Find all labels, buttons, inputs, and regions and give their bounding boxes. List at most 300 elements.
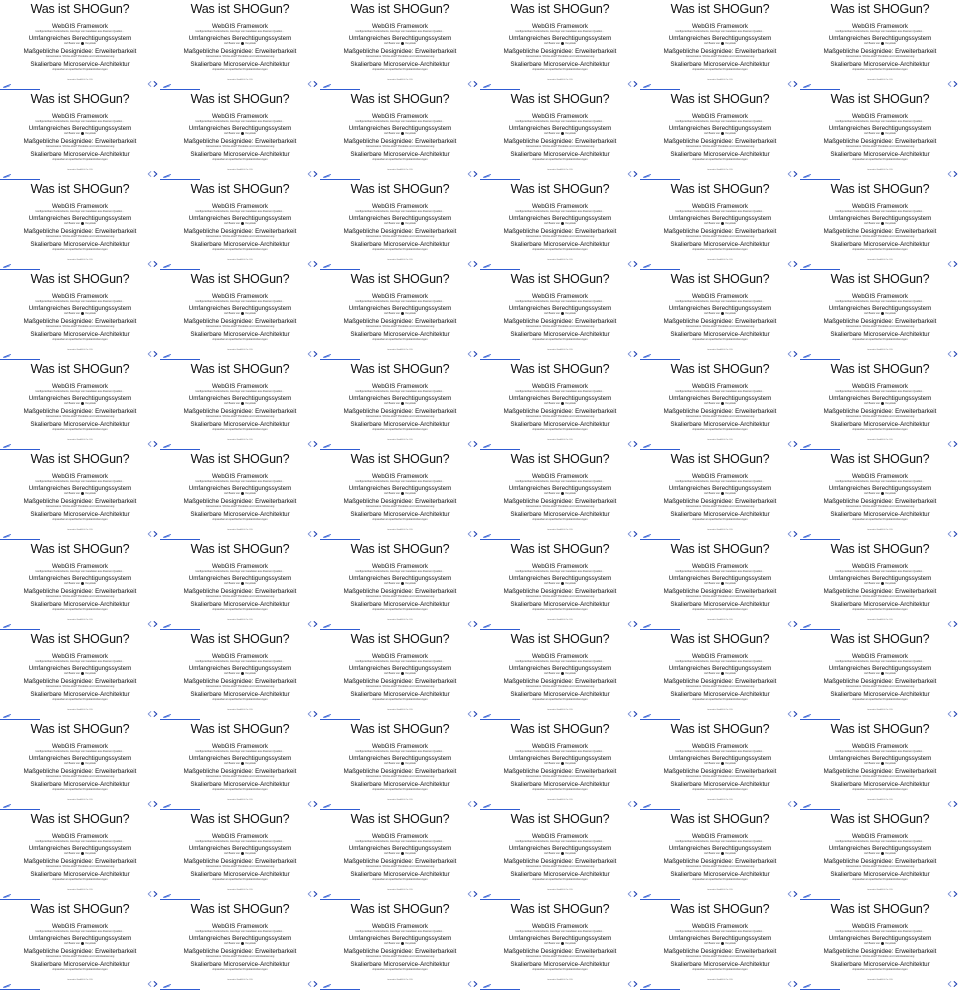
feature-subtitle: konfigurierbare Kartenclients, Auszüge von Geodaten aus diversen Quellen...: [675, 930, 765, 933]
chevron-right-icon[interactable]: [793, 981, 798, 987]
slide-thumbnail[interactable]: [320, 450, 480, 540]
chevron-left-icon[interactable]: [147, 81, 152, 87]
keycloak-link[interactable]: Keycloak: [85, 672, 96, 676]
slide-thumbnail[interactable]: [800, 0, 960, 90]
chevron-left-icon[interactable]: [787, 531, 792, 537]
keycloak-link[interactable]: Keycloak: [405, 132, 416, 136]
chevron-right-icon[interactable]: [153, 981, 158, 987]
chevron-left-icon[interactable]: [787, 891, 792, 897]
feature-subtitle: konfigurierbare Kartenclients, Auszüge von Geodaten aus diversen Quellen...: [355, 570, 445, 573]
feature-subtitle: [320, 942, 480, 945]
slide-thumbnail[interactable]: [640, 540, 800, 630]
keycloak-link[interactable]: Keycloak: [885, 672, 896, 676]
keycloak-link[interactable]: Keycloak: [885, 312, 896, 316]
chevron-left-icon[interactable]: [147, 171, 152, 177]
slide-thumbnail[interactable]: [320, 630, 480, 720]
chevron-left-icon[interactable]: [627, 81, 632, 87]
chevron-left-icon[interactable]: [627, 441, 632, 447]
slide-thumbnail[interactable]: [480, 810, 640, 900]
keycloak-link[interactable]: Keycloak: [405, 402, 416, 406]
chevron-right-icon[interactable]: [473, 621, 478, 627]
chevron-left-icon[interactable]: [947, 81, 952, 87]
chevron-left-icon[interactable]: [147, 531, 152, 537]
chevron-right-icon[interactable]: [313, 351, 318, 357]
slide-thumbnail[interactable]: [640, 900, 800, 990]
chevron-left-icon[interactable]: [147, 621, 152, 627]
feature-title: Umfangreiches Berechtigungssystem: [668, 845, 772, 852]
chevron-right-icon[interactable]: [633, 711, 638, 717]
keycloak-link[interactable]: Keycloak: [885, 582, 896, 586]
slide-thumbnail[interactable]: [0, 90, 160, 180]
chevron-left-icon[interactable]: [467, 801, 472, 807]
chevron-right-icon[interactable]: [793, 801, 798, 807]
keycloak-link[interactable]: Keycloak: [725, 312, 736, 316]
keycloak-link[interactable]: Keycloak: [85, 582, 96, 586]
keycloak-link[interactable]: Keycloak: [85, 492, 96, 496]
slide-thumbnail[interactable]: [0, 900, 160, 990]
chevron-right-icon[interactable]: [633, 891, 638, 897]
feature-title: Skalierbare Microservice-Architektur: [190, 151, 290, 158]
chevron-left-icon[interactable]: [307, 261, 312, 267]
keycloak-link[interactable]: Keycloak: [245, 42, 256, 46]
keycloak-link[interactable]: Keycloak: [405, 762, 416, 766]
keycloak-link[interactable]: Keycloak: [85, 42, 96, 46]
keycloak-link[interactable]: Keycloak: [245, 222, 256, 226]
slide-thumbnail[interactable]: [480, 270, 640, 360]
chevron-right-icon[interactable]: [313, 171, 318, 177]
chevron-right-icon[interactable]: [473, 981, 478, 987]
chevron-left-icon[interactable]: [147, 711, 152, 717]
chevron-left-icon[interactable]: [947, 171, 952, 177]
keycloak-link[interactable]: Keycloak: [725, 762, 736, 766]
slide-thumbnail[interactable]: [0, 360, 160, 450]
keycloak-link[interactable]: Keycloak: [725, 852, 736, 856]
keycloak-link[interactable]: Keycloak: [405, 492, 416, 496]
keycloak-link[interactable]: Keycloak: [245, 942, 256, 946]
chevron-right-icon[interactable]: [153, 621, 158, 627]
chevron-left-icon[interactable]: [787, 171, 792, 177]
slide-thumbnail[interactable]: [320, 90, 480, 180]
feature-subtitle: konfigurierbare Kartenclients, Auszüge von Geodaten aus diversen Quellen...: [675, 210, 765, 213]
chevron-right-icon[interactable]: [313, 81, 318, 87]
slide-thumbnail[interactable]: [640, 180, 800, 270]
chevron-right-icon[interactable]: [153, 261, 158, 267]
chevron-left-icon[interactable]: [467, 351, 472, 357]
keycloak-link[interactable]: Keycloak: [85, 312, 96, 316]
chevron-left-icon[interactable]: [467, 441, 472, 447]
slide-title: Was ist SHOGun?: [830, 272, 930, 286]
chevron-right-icon[interactable]: [313, 621, 318, 627]
slide-thumbnail[interactable]: [800, 810, 960, 900]
feature-title: Skalierbare Microservice-Architektur: [350, 511, 450, 518]
keycloak-link[interactable]: Keycloak: [725, 132, 736, 136]
chevron-left-icon[interactable]: [147, 891, 152, 897]
slide-thumbnail[interactable]: [160, 900, 320, 990]
feature-extensibility: [320, 948, 480, 958]
slide-thumbnail[interactable]: [480, 900, 640, 990]
feature-title: WebGIS Framework: [372, 653, 428, 660]
slide-thumbnail[interactable]: [160, 90, 320, 180]
keycloak-link[interactable]: Keycloak: [405, 222, 416, 226]
keycloak-link[interactable]: Keycloak: [85, 132, 96, 136]
keycloak-link[interactable]: Keycloak: [85, 402, 96, 406]
chevron-right-icon[interactable]: [633, 171, 638, 177]
feature-subtitle: [480, 582, 640, 585]
chevron-right-icon[interactable]: [793, 891, 798, 897]
slide-thumbnail[interactable]: [320, 810, 480, 900]
chevron-right-icon[interactable]: [473, 801, 478, 807]
keycloak-link[interactable]: Keycloak: [725, 942, 736, 946]
keycloak-link[interactable]: Keycloak: [885, 492, 896, 496]
keycloak-link[interactable]: Keycloak: [245, 402, 256, 406]
chevron-right-icon[interactable]: [793, 81, 798, 87]
chevron-right-icon[interactable]: [473, 351, 478, 357]
slide-thumbnail[interactable]: [320, 0, 480, 90]
chevron-left-icon[interactable]: [307, 711, 312, 717]
slide-thumbnail[interactable]: [640, 450, 800, 540]
slide-thumbnail[interactable]: [0, 630, 160, 720]
keycloak-link[interactable]: Keycloak: [885, 402, 896, 406]
keycloak-link[interactable]: Keycloak: [885, 852, 896, 856]
slide-thumbnail[interactable]: [480, 450, 640, 540]
feature-subtitle: Anpassbar an spezifische Projektanforderungen: [52, 428, 108, 431]
keycloak-link[interactable]: Keycloak: [565, 312, 576, 316]
chevron-left-icon[interactable]: [947, 711, 952, 717]
chevron-left-icon[interactable]: [307, 351, 312, 357]
slide-title: Was ist SHOGun?: [830, 92, 930, 106]
chevron-right-icon[interactable]: [153, 441, 158, 447]
slide-title: Was ist SHOGun?: [30, 812, 130, 826]
chevron-right-icon[interactable]: [473, 441, 478, 447]
keycloak-link[interactable]: Keycloak: [725, 492, 736, 496]
chevron-left-icon[interactable]: [787, 351, 792, 357]
chevron-left-icon[interactable]: [147, 801, 152, 807]
chevron-left-icon[interactable]: [947, 801, 952, 807]
keycloak-link[interactable]: Keycloak: [405, 42, 416, 46]
slide-footer: terrestris GmbH & Co. KG: [227, 619, 253, 621]
slide-thumbnail[interactable]: [800, 630, 960, 720]
slide-thumbnail[interactable]: [0, 810, 160, 900]
chevron-left-icon[interactable]: [307, 891, 312, 897]
chevron-right-icon[interactable]: [633, 261, 638, 267]
slide-thumbnail[interactable]: [160, 540, 320, 630]
keycloak-link[interactable]: Keycloak: [565, 222, 576, 226]
chevron-left-icon[interactable]: [627, 351, 632, 357]
slide-thumbnail[interactable]: [160, 720, 320, 810]
feature-webgis: [480, 383, 640, 393]
chevron-left-icon[interactable]: [947, 441, 952, 447]
chevron-left-icon[interactable]: [147, 441, 152, 447]
chevron-right-icon[interactable]: [633, 351, 638, 357]
feature-microservices: [480, 61, 640, 71]
chevron-left-icon[interactable]: [787, 261, 792, 267]
feature-microservices: [640, 601, 800, 611]
slide-thumbnail[interactable]: [320, 720, 480, 810]
chevron-right-icon[interactable]: [473, 891, 478, 897]
chevron-right-icon[interactable]: [153, 81, 158, 87]
slide-thumbnail[interactable]: [640, 90, 800, 180]
slide-thumbnail[interactable]: [160, 810, 320, 900]
chevron-left-icon[interactable]: [627, 171, 632, 177]
keycloak-link[interactable]: Keycloak: [85, 762, 96, 766]
chevron-right-icon[interactable]: [953, 441, 958, 447]
slide-thumbnail[interactable]: [480, 360, 640, 450]
slide-thumbnail[interactable]: [320, 900, 480, 990]
slide-thumbnail[interactable]: [800, 360, 960, 450]
keycloak-link[interactable]: Keycloak: [405, 312, 416, 316]
slide-thumbnail[interactable]: [800, 900, 960, 990]
chevron-right-icon[interactable]: [153, 801, 158, 807]
feature-subtitle: Gemeinsame "off-the-shelf" Produkte und Individualisierung: [45, 595, 115, 598]
keycloak-link[interactable]: Keycloak: [245, 492, 256, 496]
chevron-right-icon[interactable]: [953, 351, 958, 357]
chevron-left-icon[interactable]: [947, 351, 952, 357]
slide-thumbnail[interactable]: [640, 270, 800, 360]
chevron-right-icon[interactable]: [953, 81, 958, 87]
slide-thumbnail[interactable]: [0, 0, 160, 90]
slide-thumbnail[interactable]: [320, 360, 480, 450]
chevron-left-icon[interactable]: [467, 261, 472, 267]
slide-thumbnail[interactable]: [800, 720, 960, 810]
slide-thumbnail[interactable]: [160, 270, 320, 360]
keycloak-link[interactable]: Keycloak: [85, 852, 96, 856]
chevron-right-icon[interactable]: [153, 351, 158, 357]
keycloak-link[interactable]: Keycloak: [725, 402, 736, 406]
chevron-left-icon[interactable]: [467, 891, 472, 897]
slide-thumbnail[interactable]: [320, 180, 480, 270]
chevron-left-icon[interactable]: [467, 171, 472, 177]
chevron-right-icon[interactable]: [633, 981, 638, 987]
keycloak-link[interactable]: Keycloak: [245, 132, 256, 136]
feature-subtitle-prefix: Auf Basis von: [864, 852, 880, 856]
keycloak-link[interactable]: Keycloak: [565, 672, 576, 676]
chevron-right-icon[interactable]: [153, 531, 158, 537]
chevron-left-icon[interactable]: [467, 531, 472, 537]
feature-permissions: [320, 125, 480, 135]
keycloak-link[interactable]: Keycloak: [405, 942, 416, 946]
keycloak-link[interactable]: Keycloak: [405, 582, 416, 586]
keycloak-link[interactable]: Keycloak: [885, 942, 896, 946]
slide-thumbnail[interactable]: [160, 630, 320, 720]
chevron-left-icon[interactable]: [467, 81, 472, 87]
chevron-left-icon[interactable]: [307, 531, 312, 537]
chevron-left-icon[interactable]: [307, 981, 312, 987]
chevron-left-icon[interactable]: [307, 81, 312, 87]
keycloak-link[interactable]: Keycloak: [405, 672, 416, 676]
keycloak-link[interactable]: Keycloak: [725, 222, 736, 226]
chevron-right-icon[interactable]: [313, 801, 318, 807]
keycloak-link[interactable]: Keycloak: [565, 402, 576, 406]
slide-thumbnail[interactable]: [320, 540, 480, 630]
chevron-right-icon[interactable]: [633, 531, 638, 537]
chevron-right-icon[interactable]: [953, 801, 958, 807]
keycloak-link[interactable]: Keycloak: [725, 42, 736, 46]
chevron-left-icon[interactable]: [787, 441, 792, 447]
chevron-left-icon[interactable]: [467, 621, 472, 627]
slide-thumbnail[interactable]: [480, 90, 640, 180]
chevron-right-icon[interactable]: [153, 891, 158, 897]
keycloak-link[interactable]: Keycloak: [885, 42, 896, 46]
chevron-left-icon[interactable]: [787, 621, 792, 627]
chevron-left-icon[interactable]: [467, 981, 472, 987]
chevron-right-icon[interactable]: [953, 891, 958, 897]
feature-subtitle-prefix: Auf Basis von: [224, 942, 240, 946]
chevron-right-icon[interactable]: [633, 441, 638, 447]
keycloak-link[interactable]: Keycloak: [565, 582, 576, 586]
chevron-right-icon[interactable]: [313, 981, 318, 987]
feature-subtitle: konfigurierbare Kartenclients, Auszüge von Geodaten aus diversen Quellen...: [515, 840, 605, 843]
keycloak-link[interactable]: Keycloak: [725, 582, 736, 586]
chevron-right-icon[interactable]: [473, 171, 478, 177]
slide-thumbnail[interactable]: [800, 450, 960, 540]
slide-thumbnail[interactable]: [800, 540, 960, 630]
slide-thumbnail[interactable]: [0, 720, 160, 810]
slide-thumbnail[interactable]: [0, 450, 160, 540]
keycloak-link[interactable]: Keycloak: [565, 852, 576, 856]
slide-thumbnail[interactable]: [480, 540, 640, 630]
chevron-left-icon[interactable]: [947, 531, 952, 537]
slide-thumbnail[interactable]: [480, 180, 640, 270]
keycloak-link[interactable]: Keycloak: [885, 132, 896, 136]
slide-thumbnail[interactable]: [0, 270, 160, 360]
chevron-right-icon[interactable]: [793, 621, 798, 627]
chevron-left-icon[interactable]: [787, 81, 792, 87]
slide-thumbnail[interactable]: [800, 270, 960, 360]
chevron-right-icon[interactable]: [793, 441, 798, 447]
chevron-left-icon[interactable]: [147, 981, 152, 987]
chevron-right-icon[interactable]: [633, 801, 638, 807]
feature-microservices: [800, 61, 960, 71]
chevron-right-icon[interactable]: [313, 531, 318, 537]
keycloak-link[interactable]: Keycloak: [565, 132, 576, 136]
chevron-right-icon[interactable]: [313, 261, 318, 267]
chevron-left-icon[interactable]: [627, 801, 632, 807]
chevron-left-icon[interactable]: [947, 621, 952, 627]
chevron-right-icon[interactable]: [633, 621, 638, 627]
keycloak-link[interactable]: Keycloak: [725, 672, 736, 676]
chevron-left-icon[interactable]: [627, 981, 632, 987]
chevron-left-icon[interactable]: [147, 261, 152, 267]
chevron-right-icon[interactable]: [793, 351, 798, 357]
chevron-left-icon[interactable]: [627, 621, 632, 627]
chevron-right-icon[interactable]: [313, 891, 318, 897]
keycloak-link[interactable]: Keycloak: [565, 492, 576, 496]
chevron-left-icon[interactable]: [947, 981, 952, 987]
slide-thumbnail[interactable]: [800, 90, 960, 180]
slide-thumbnail[interactable]: [640, 630, 800, 720]
slide-thumbnail[interactable]: [160, 0, 320, 90]
chevron-right-icon[interactable]: [473, 81, 478, 87]
keycloak-link[interactable]: Keycloak: [885, 762, 896, 766]
chevron-right-icon[interactable]: [793, 261, 798, 267]
chevron-right-icon[interactable]: [153, 171, 158, 177]
chevron-right-icon[interactable]: [953, 531, 958, 537]
slide-thumbnail[interactable]: [0, 180, 160, 270]
keycloak-link[interactable]: Keycloak: [245, 582, 256, 586]
chevron-left-icon[interactable]: [627, 711, 632, 717]
chevron-right-icon[interactable]: [793, 711, 798, 717]
chevron-right-icon[interactable]: [313, 441, 318, 447]
slide-thumbnail[interactable]: [480, 0, 640, 90]
chevron-left-icon[interactable]: [627, 531, 632, 537]
chevron-left-icon[interactable]: [787, 801, 792, 807]
chevron-left-icon[interactable]: [627, 261, 632, 267]
feature-subtitle: konfigurierbare Kartenclients, Auszüge von Geodaten aus diversen Quellen...: [35, 390, 125, 393]
chevron-right-icon[interactable]: [633, 81, 638, 87]
slide-thumbnail[interactable]: [0, 540, 160, 630]
feature-subtitle: [480, 672, 640, 675]
chevron-left-icon[interactable]: [947, 891, 952, 897]
slide-thumbnail[interactable]: [160, 450, 320, 540]
chevron-right-icon[interactable]: [953, 711, 958, 717]
feature-extensibility: [0, 948, 160, 958]
keycloak-link[interactable]: Keycloak: [245, 672, 256, 676]
chevron-right-icon[interactable]: [953, 261, 958, 267]
feature-title: Maßgebliche Designidee: Erweiterbarkeit: [23, 408, 137, 415]
chevron-left-icon[interactable]: [307, 441, 312, 447]
chevron-left-icon[interactable]: [307, 801, 312, 807]
chevron-left-icon[interactable]: [947, 261, 952, 267]
chevron-right-icon[interactable]: [793, 531, 798, 537]
slide-thumbnail[interactable]: [640, 360, 800, 450]
slide-thumbnail[interactable]: [320, 270, 480, 360]
slide-thumbnail[interactable]: [640, 0, 800, 90]
github-icon: [721, 402, 724, 405]
slide-thumbnail[interactable]: [480, 630, 640, 720]
slide-thumbnail[interactable]: [640, 810, 800, 900]
chevron-right-icon[interactable]: [473, 711, 478, 717]
chevron-right-icon[interactable]: [153, 711, 158, 717]
feature-microservices: [640, 241, 800, 251]
github-icon: [241, 222, 244, 225]
slide-thumbnail[interactable]: [480, 720, 640, 810]
chevron-left-icon[interactable]: [467, 711, 472, 717]
chevron-left-icon[interactable]: [307, 621, 312, 627]
chevron-left-icon[interactable]: [787, 981, 792, 987]
keycloak-link[interactable]: Keycloak: [565, 942, 576, 946]
slide-footer: terrestris GmbH & Co. KG: [227, 79, 253, 81]
chevron-left-icon[interactable]: [787, 711, 792, 717]
keycloak-link[interactable]: Keycloak: [85, 222, 96, 226]
chevron-right-icon[interactable]: [953, 981, 958, 987]
keycloak-link[interactable]: Keycloak: [565, 42, 576, 46]
chevron-right-icon[interactable]: [953, 171, 958, 177]
slide-thumbnail[interactable]: [160, 360, 320, 450]
feature-subtitle: [0, 492, 160, 495]
chevron-left-icon[interactable]: [147, 351, 152, 357]
chevron-left-icon[interactable]: [627, 891, 632, 897]
feature-microservices: [160, 871, 320, 881]
keycloak-link[interactable]: Keycloak: [85, 942, 96, 946]
feature-webgis: [640, 203, 800, 213]
chevron-left-icon[interactable]: [307, 171, 312, 177]
keycloak-link[interactable]: Keycloak: [565, 762, 576, 766]
keycloak-link[interactable]: Keycloak: [245, 312, 256, 316]
chevron-right-icon[interactable]: [313, 711, 318, 717]
keycloak-link[interactable]: Keycloak: [245, 762, 256, 766]
keycloak-link[interactable]: Keycloak: [245, 852, 256, 856]
chevron-right-icon[interactable]: [793, 171, 798, 177]
slide-thumbnail[interactable]: [800, 180, 960, 270]
chevron-right-icon[interactable]: [473, 531, 478, 537]
slide-thumbnail[interactable]: [160, 180, 320, 270]
slide-thumbnail[interactable]: [640, 720, 800, 810]
keycloak-link[interactable]: Keycloak: [885, 222, 896, 226]
feature-extensibility: [480, 948, 640, 958]
chevron-right-icon[interactable]: [473, 261, 478, 267]
keycloak-link[interactable]: Keycloak: [405, 852, 416, 856]
chevron-right-icon[interactable]: [953, 621, 958, 627]
